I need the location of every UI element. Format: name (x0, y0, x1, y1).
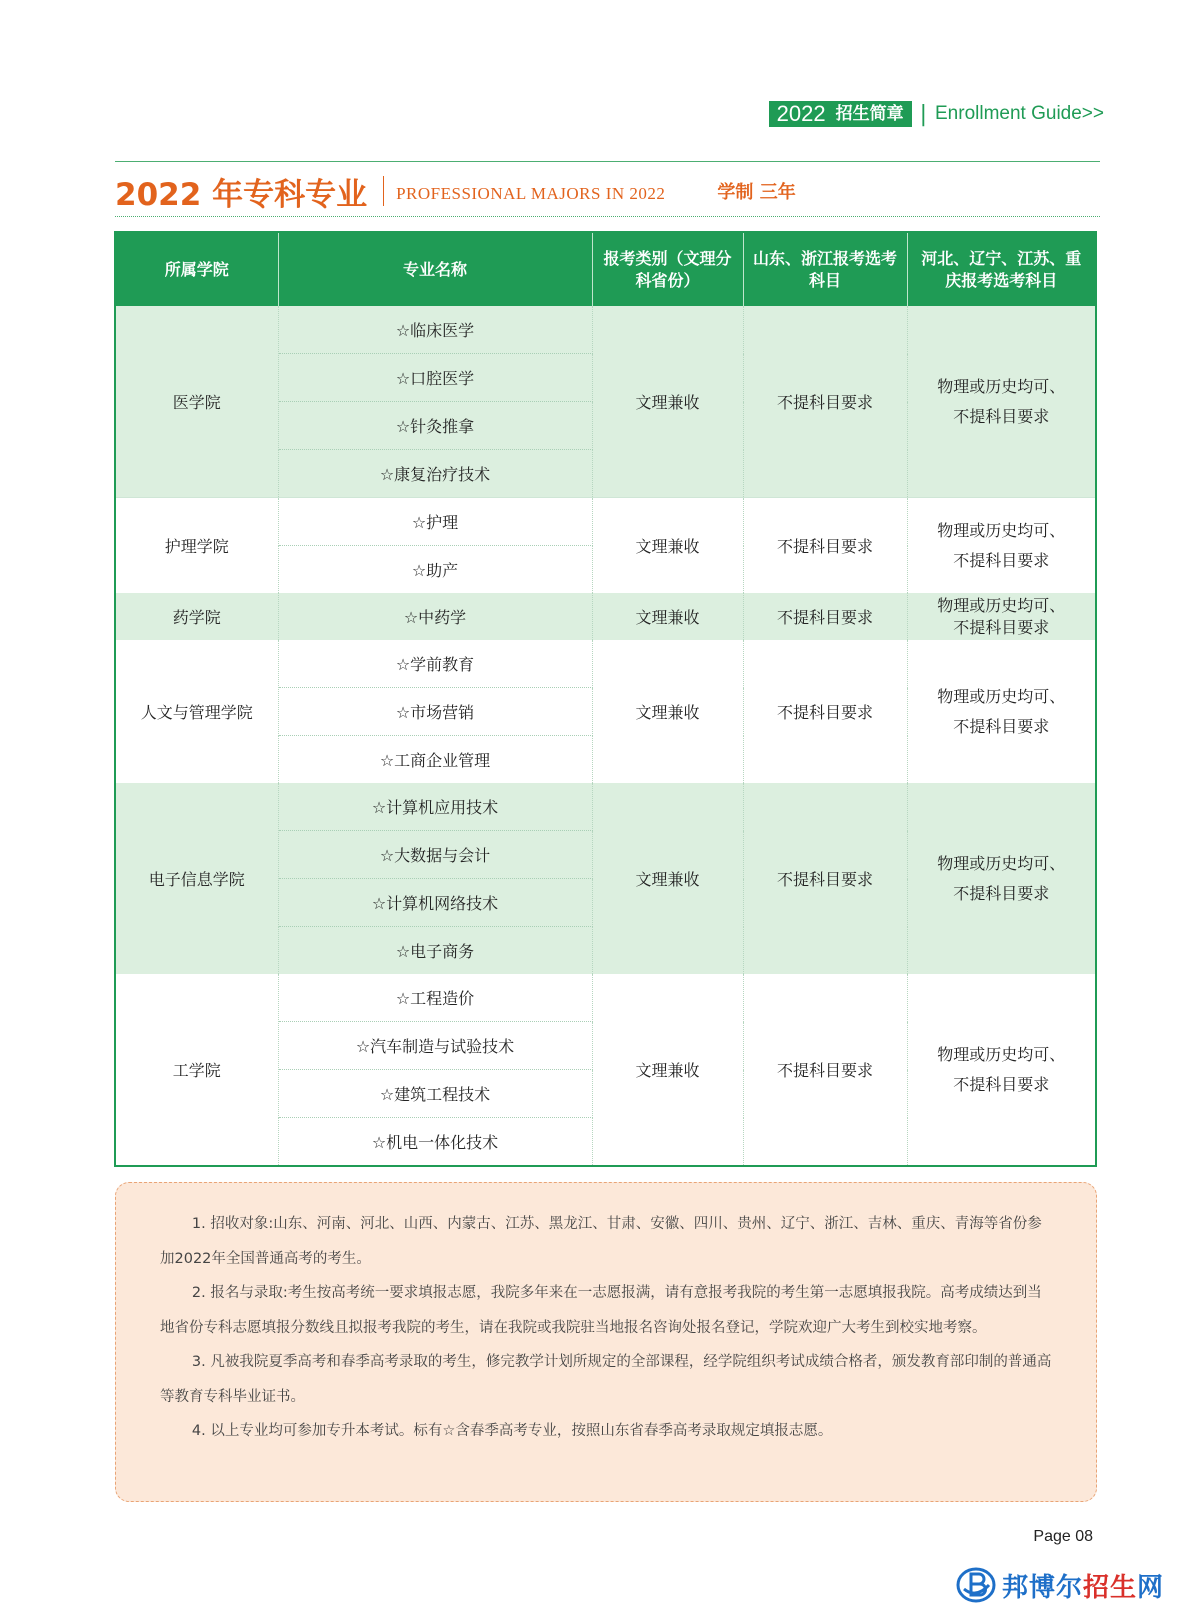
note-item: 3. 凡被我院夏季高考和春季高考录取的考生，修完教学计划所规定的全部课程，经学院组织考试成绩合格者，颁发教育部印制的普通高等教育专科毕业证书。 (160, 1354, 1052, 1405)
hebei-subjects-cell (907, 306, 1096, 498)
hebei-subjects-cell (907, 593, 1096, 640)
logo-text (1002, 1567, 1164, 1604)
note-item: 1. 招收对象:山东、河南、河北、山西、内蒙古、江苏、黑龙江、甘肃、安徽、四川、贵州、辽宁、浙江、吉林、重庆、青海等省份参加2022年全国普通高考的考生。 (160, 1216, 1042, 1267)
major-cell: ☆针灸推拿 (278, 402, 592, 450)
hebei-subjects-line1: 物理或历史均可、 (937, 376, 1066, 396)
college-cell: 护理学院 (115, 498, 278, 594)
category-cell: 文理兼收 (592, 783, 743, 974)
study-duration: 学制 三年 (717, 182, 796, 203)
major-cell: ☆机电一体化技术 (278, 1118, 592, 1167)
header-separator: | (919, 101, 927, 127)
table-row (115, 593, 1096, 640)
hebei-subjects-cell (907, 974, 1096, 1166)
major-cell: ☆建筑工程技术 (278, 1070, 592, 1118)
major-cell: ☆市场营销 (278, 688, 592, 736)
logo-text-part1: 邦博尔 (1002, 1572, 1084, 1603)
column-header-category: 报考类别（文理分科省份） (592, 232, 743, 306)
major-cell: ☆学前教育 (278, 640, 592, 688)
table-row (115, 306, 1096, 354)
page-title-english: PROFESSIONAL MAJORS IN 2022 (396, 184, 666, 203)
table-row (115, 783, 1096, 831)
category-cell: 文理兼收 (592, 593, 743, 640)
page-title: 2022 年专科专业 (115, 176, 368, 213)
major-cell: ☆临床医学 (278, 306, 592, 354)
major-cell: ☆助产 (278, 546, 592, 594)
major-cell: ☆计算机应用技术 (278, 783, 592, 831)
brochure-badge (769, 101, 912, 127)
section-title-row (115, 170, 796, 212)
hebei-subjects-line2: 不提科目要求 (953, 406, 1050, 426)
logo-b-icon (956, 1565, 996, 1605)
hebei-subjects-line2: 不提科目要求 (953, 1074, 1050, 1094)
header-year: 2022 (776, 101, 826, 126)
column-header-hebei-liaoning: 河北、辽宁、江苏、重庆报考选考科目 (907, 232, 1096, 306)
major-cell: ☆护理 (278, 498, 592, 546)
table-row (115, 974, 1096, 1022)
title-divider (383, 176, 384, 206)
shandong-subjects-cell: 不提科目要求 (743, 593, 907, 640)
major-cell: ☆康复治疗技术 (278, 450, 592, 498)
note-item: 4. 以上专业均可参加专升本考试。标有☆含春季高考专业，按照山东省春季高考录取规定填报志愿。 (191, 1423, 833, 1439)
hebei-subjects-line1: 物理或历史均可、 (937, 520, 1066, 540)
college-cell: 医学院 (115, 306, 278, 498)
title-top-rule (115, 161, 1100, 162)
hebei-subjects-cell (907, 783, 1096, 974)
header-brochure: 招生简章 (835, 104, 904, 124)
hebei-subjects-cell (907, 498, 1096, 594)
major-cell: ☆口腔医学 (278, 354, 592, 402)
table-header-row (115, 232, 1096, 306)
major-cell: ☆工商企业管理 (278, 736, 592, 784)
hebei-subjects-line1: 物理或历史均可、 (937, 853, 1066, 873)
logo-text-part3: 网 (1137, 1572, 1165, 1603)
logo-text-part2: 招生 (1083, 1572, 1138, 1603)
college-cell: 药学院 (115, 593, 278, 640)
category-cell: 文理兼收 (592, 974, 743, 1166)
shandong-subjects-cell: 不提科目要求 (743, 640, 907, 783)
watermark-logo (956, 1565, 1164, 1605)
admission-notes (115, 1182, 1097, 1502)
header-english: Enrollment Guide>> (935, 103, 1104, 124)
column-header-shandong-zhejiang: 山东、浙江报考选考科目 (743, 232, 907, 306)
hebei-subjects-line2: 不提科目要求 (953, 716, 1050, 736)
college-cell: 人文与管理学院 (115, 640, 278, 783)
hebei-subjects-line2: 不提科目要求 (953, 550, 1050, 570)
major-cell: ☆汽车制造与试验技术 (278, 1022, 592, 1070)
table-row (115, 498, 1096, 546)
page-number: Page 08 (1033, 1528, 1093, 1545)
note-item: 2. 报名与录取:考生按高考统一要求填报志愿，我院多年来在一志愿报满，请有意报考我院的考生第一志愿填报我院。高考成绩达到当地省份专科志愿填报分数线且拟报考我院的考生，请在我院或我院驻当地报名咨询处报名登记，学院欢迎广大考生到校实地考察。 (160, 1285, 1042, 1336)
shandong-subjects-cell: 不提科目要求 (743, 306, 907, 498)
major-cell: ☆电子商务 (278, 927, 592, 975)
major-cell: ☆大数据与会计 (278, 831, 592, 879)
shandong-subjects-cell: 不提科目要求 (743, 974, 907, 1166)
major-cell: ☆工程造价 (278, 974, 592, 1022)
college-cell: 电子信息学院 (115, 783, 278, 974)
majors-table (114, 231, 1097, 1167)
hebei-subjects-line1: 物理或历史均可、 (937, 595, 1066, 615)
column-header-college: 所属学院 (115, 232, 278, 306)
table-row (115, 640, 1096, 688)
column-header-major: 专业名称 (278, 232, 592, 306)
college-cell: 工学院 (115, 974, 278, 1166)
title-bottom-rule (115, 216, 1100, 217)
hebei-subjects-line1: 物理或历史均可、 (937, 1044, 1066, 1064)
hebei-subjects-line2: 不提科目要求 (953, 883, 1050, 903)
brochure-header (769, 100, 1104, 128)
shandong-subjects-cell: 不提科目要求 (743, 498, 907, 594)
category-cell: 文理兼收 (592, 306, 743, 498)
major-cell: ☆计算机网络技术 (278, 879, 592, 927)
shandong-subjects-cell: 不提科目要求 (743, 783, 907, 974)
category-cell: 文理兼收 (592, 640, 743, 783)
major-cell: ☆中药学 (278, 593, 592, 640)
hebei-subjects-line2: 不提科目要求 (953, 617, 1050, 637)
hebei-subjects-cell (907, 640, 1096, 783)
hebei-subjects-line1: 物理或历史均可、 (937, 686, 1066, 706)
category-cell: 文理兼收 (592, 498, 743, 594)
